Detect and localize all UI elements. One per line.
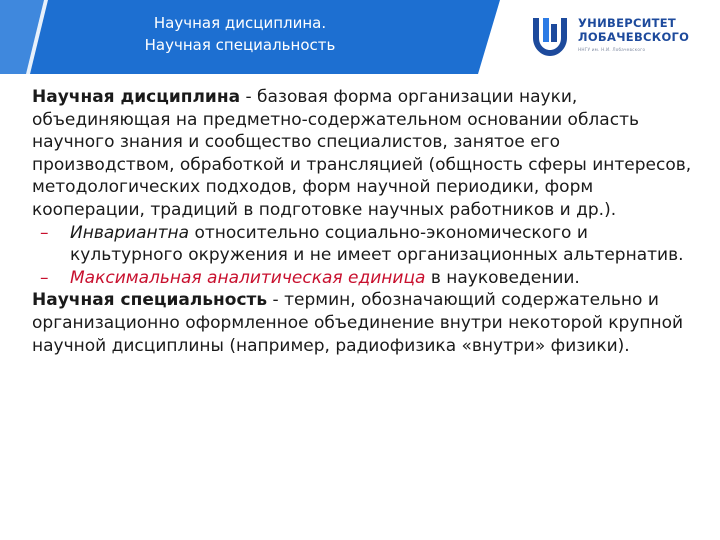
definition-discipline — [32, 86, 702, 222]
header-band — [0, 0, 500, 74]
title-line-1: Научная дисциплина. — [153, 14, 327, 32]
bullet-dash: – — [40, 222, 49, 243]
definition-specialty — [32, 289, 702, 357]
definition-discipline-text: - базовая форма организации науки, объединяющая на предметно-содержательном основании область научного знания и сообщество специалистов, занятое его производством, обработкой и трансляцией (общность сферы интересов, методологических подходов, форм научной периодики, форм кооперации, традиций в подготовке научных работников и др.). — [32, 87, 692, 220]
logo-line-1: УНИВЕРСИТЕТ — [578, 16, 677, 30]
logo-tagline: ННГУ им. Н.И. Лобачевского — [578, 47, 646, 52]
title-line-2: Научная специальность — [144, 36, 336, 54]
unn-logo-mark-icon — [528, 14, 572, 58]
bullet-max-unit-text: в науковедении. — [425, 267, 580, 288]
logo-line-2: ЛОБАЧЕВСКОГО — [578, 30, 690, 44]
definition-specialty-text: - термин, обозначающий содержательно и организационно оформленное объединение внутри некоторой крупной научной дисциплины (например, радиофизика «внутри» физики). — [32, 290, 684, 356]
bullet-dash: – — [40, 267, 49, 288]
logo-wordmark — [578, 16, 689, 44]
bullet-invariant-term: Инвариантна — [70, 222, 190, 243]
bullet-max-unit-term: Максимальная аналитическая единица — [70, 267, 426, 288]
slide-content — [32, 86, 702, 357]
page-title — [95, 12, 385, 56]
bullet-max-unit — [32, 267, 702, 290]
bullet-invariant-text: относительно социально-экономического и культурного окружения и не имеет организационных альтернатив. — [70, 222, 684, 266]
term-specialty: Научная специальность — [32, 290, 268, 311]
university-logo — [528, 14, 708, 64]
bullet-invariant — [32, 222, 702, 267]
term-discipline: Научная дисциплина — [32, 87, 241, 107]
